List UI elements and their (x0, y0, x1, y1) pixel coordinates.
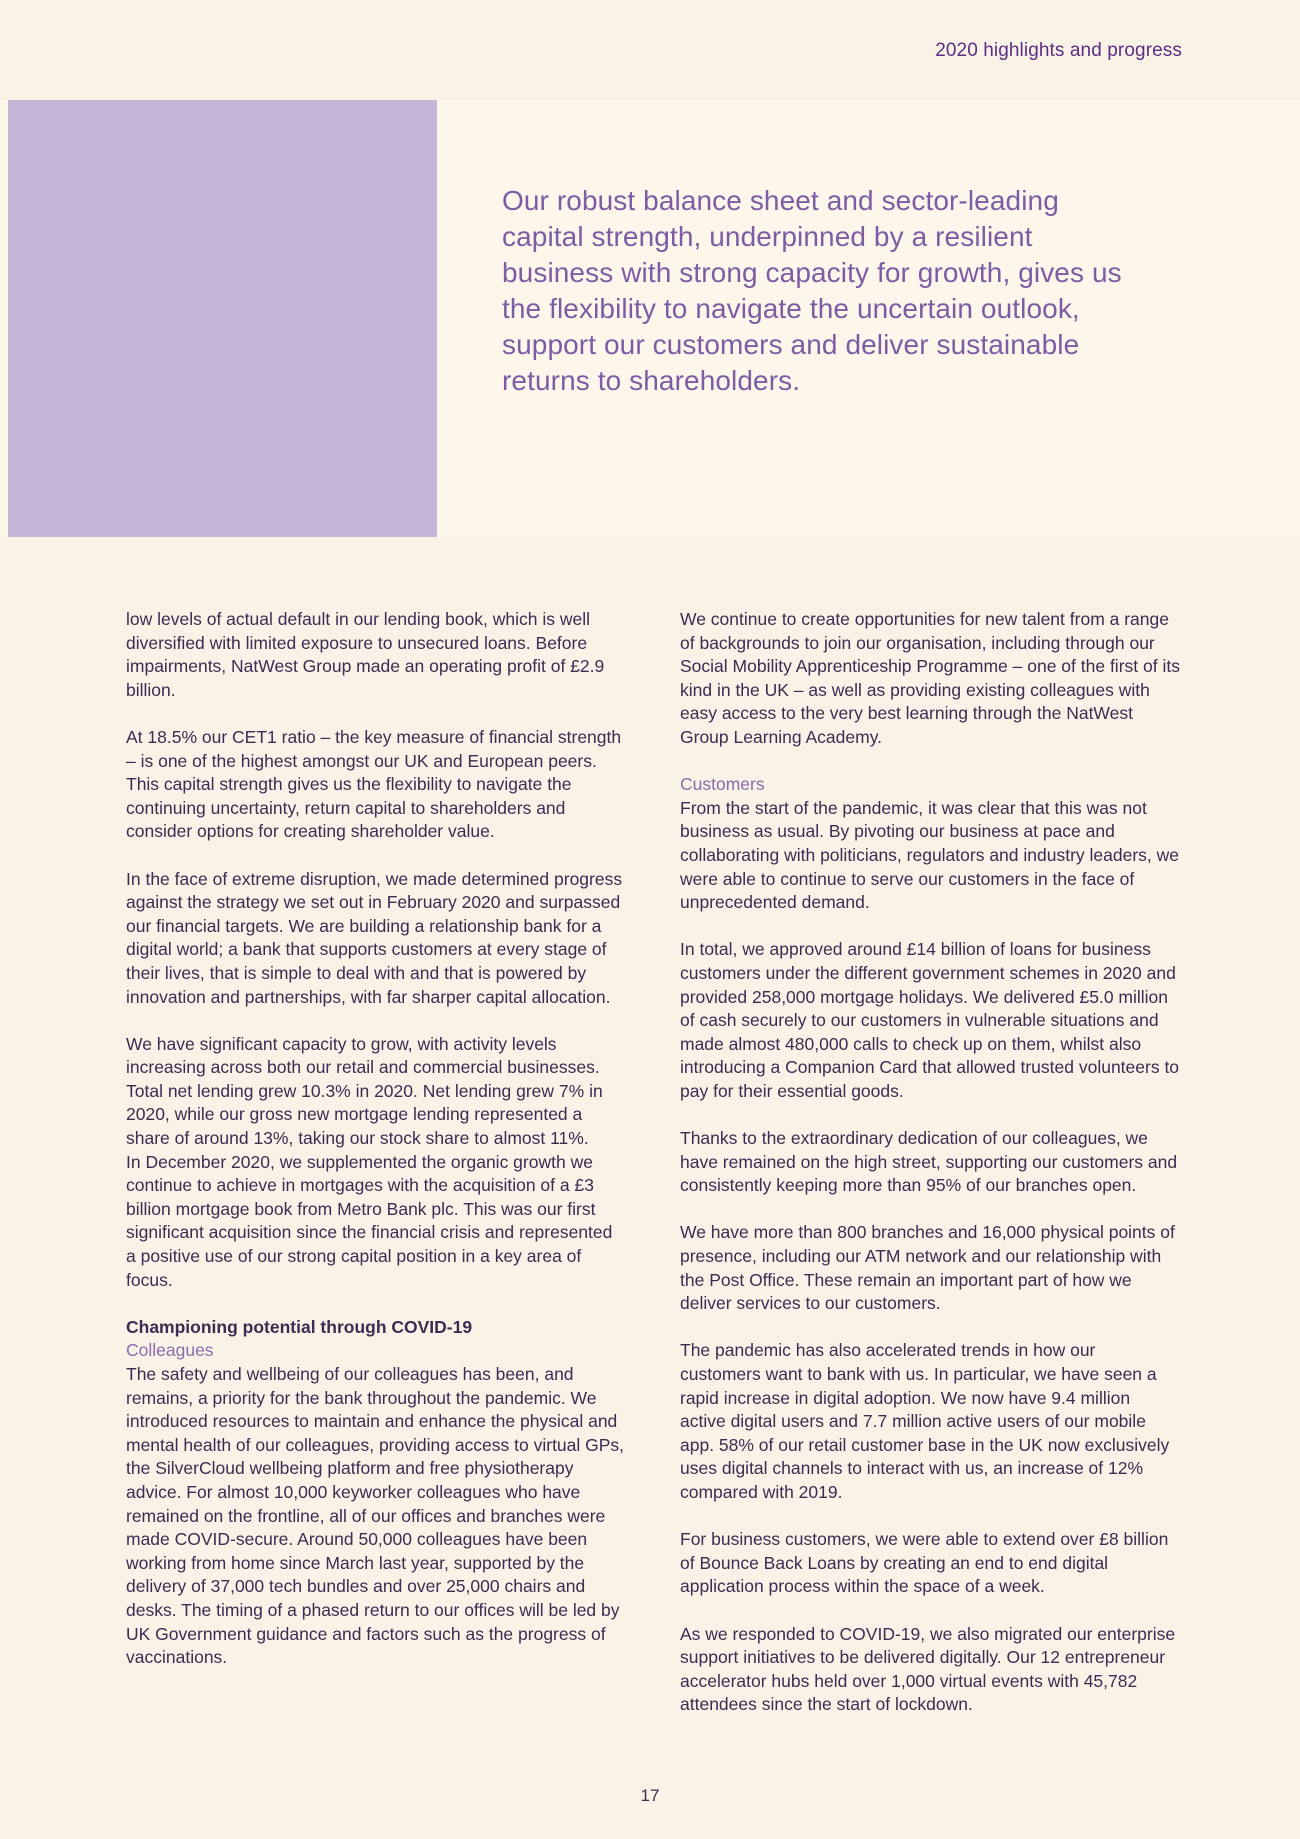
paragraph: For business customers, we were able to extend over £8 billion of Bounce Back Loans by creating an end to end digital application process within the space of a week. (680, 1529, 1169, 1597)
subhead-colleagues: Colleagues (126, 1340, 214, 1361)
paragraph: As we responded to COVID-19, we also migrated our enterprise support initiatives to be delivered digitally. Our 12 entrepreneur accelerator hubs held over 1,000 virtual events with 45,782 attendees since the start of lockdown. (680, 1623, 1176, 1715)
right-column (680, 608, 1180, 1741)
page-header: 2020 highlights and progress (935, 40, 1182, 61)
paragraph: We have more than 800 branches and 16,000 physical points of presence, including our ATM network and our relationship with the Post Office. These remain an important part of how we deliver services to our customers. (680, 1222, 1175, 1314)
paragraph: We continue to create opportunities for new talent from a range of backgrounds to join our organisation, including through our Social Mobility Apprenticeship Programme – one of the first of its kind in the UK – as well as providing existing colleagues with easy access to the very best learning through the NatWest Group Learning Academy. (680, 609, 1180, 747)
paragraph: At 18.5% our CET1 ratio – the key measure of financial strength – is one of the highest amongst our UK and European peers. This capital strength gives us the flexibility to navigate the continuing uncertainty, return capital to shareholders and consider options for creating shareholder value. (126, 726, 622, 842)
paragraph: From the start of the pandemic, it was clear that this was not business as usual. By pivoting our business at pace and collaborating with politicians, regulators and industry leaders, we were able to continue to serve our customers in the face of unprecedented demand. (680, 797, 1180, 913)
paragraph: Thanks to the extraordinary dedication of our colleagues, we have remained on the high street, supporting our customers and consistently keeping more than 95% of our branches open. (680, 1128, 1178, 1196)
page-number: 17 (640, 1786, 660, 1805)
paragraph: In the face of extreme disruption, we made determined progress against the strategy we set out in February 2020 and surpassed our financial targets. We are building a relationship bank for a digital world; a bank that supports customers at every stage of their lives, that is simple to deal with and that is powered by innovation and partnerships, with far sharper capital allocation. (126, 868, 623, 1007)
paragraph: We have significant capacity to grow, with activity levels increasing across both our retail and commercial businesses. Total net lending grew 10.3% in 2020. Net lending grew 7% in 2020, while our gross new mortgage lending represented a share of around 13%, taking our stock share to almost 11%. (126, 1033, 603, 1149)
paragraph: low levels of actual default in our lending book, which is well diversified with limited exposure to unsecured loans. Before impairments, NatWest Group made an operating profit of £2.9 billion. (126, 609, 605, 700)
paragraph: In December 2020, we supplemented the organic growth we continue to achieve in mortgages with the acquisition of a £3 billion mortgage book from Metro Bank plc. This was our first significant acquisition since the financial crisis and represented a positive use of our strong capital position in a key area of focus. (126, 1151, 613, 1290)
subhead-customers: Customers (680, 774, 765, 795)
paragraph: In total, we approved around £14 billion of loans for business customers under the different government schemes in 2020 and provided 258,000 mortgage holidays. We delivered £5.0 million of cash securely to our customers in vulnerable situations and made almost 480,000 calls to check up on them, whilst also introducing a Companion Card that allowed trusted volunteers to pay for their essential goods. (680, 939, 1180, 1101)
pull-quote: Our robust balance sheet and sector-leading capital strength, underpinned by a resilient business with strong capacity for growth, gives us the flexibility to navigate the uncertain outlook, support our customers and deliver sustainable returns to shareholders. (502, 185, 1122, 396)
lavender-accent-block (8, 100, 437, 537)
paragraph: The safety and wellbeing of our colleagues has been, and remains, a priority for the bank throughout the pandemic. We introduced resources to maintain and enhance the physical and mental health of our colleagues, providing access to virtual GPs, the SilverCloud wellbeing platform and free physiotherapy advice. For almost 10,000 keyworker colleagues who have remained on the frontline, all of our offices and branches were made COVID-secure. Around 50,000 colleagues have been working from home since March last year, supported by the delivery of 37,000 tech bundles and over 25,000 chairs and desks. The timing of a phased return to our offices will be led by UK Government guidance and factors such as the progress of vaccinations. (126, 1364, 625, 1668)
paragraph: The pandemic has also accelerated trends in how our customers want to bank with us. In particular, we have seen a rapid increase in digital adoption. We now have 9.4 million active digital users and 7.7 million active users of our mobile app. 58% of our retail customer base in the UK now exclusively uses digital channels to interact with us, an increase of 12% compared with 2019. (680, 1340, 1170, 1502)
body-columns (126, 608, 1180, 1741)
left-column (126, 608, 626, 1741)
section-heading-covid: Championing potential through COVID-19 (126, 1316, 473, 1337)
